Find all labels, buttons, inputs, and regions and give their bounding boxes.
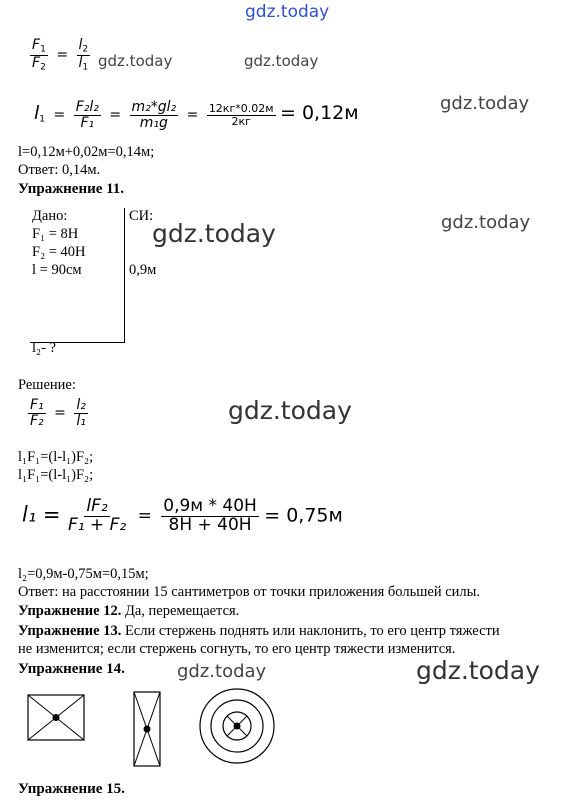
exercise-13: Упражнение 13. Если стержень поднять или наклонить, то его центр тяжести <box>18 623 500 639</box>
lever-formula: $l_1$ = $\frac{\text{F₂l₂}}{\text{F₁}}$ = $\frac{\text{m₂*gl₂}}{\text{m₁g}}$ = $\frac{12кг*0.02м}{2кг}$ = 0,12м <box>34 99 359 131</box>
find-label: l₂- ? <box>32 340 56 356</box>
ratio-formula: $\frac{\text{F₁}}{\text{F₂}}$ = $\frac{\text{l₂}}{\text{l₁}}$ <box>30 397 86 429</box>
solution-label: Решение: <box>18 377 76 393</box>
given-value: l = 90см <box>32 262 82 278</box>
watermark-top: gdz.today <box>245 2 330 22</box>
result-formula: l₁ = $\frac{\text{lF₂}}{\text{F₁ + F₂}}$ = $\frac{0,9м * 40Н}{8Н + 40Н}$ = 0,75м <box>22 496 343 535</box>
exercise-13-cont: не изменится; если стержень согнуть, то его центр тяжести изменится. <box>18 641 456 657</box>
si-value: 0,9м <box>129 262 157 278</box>
equation-line: l₁F₁=(l-l₁)F₂; <box>18 467 94 483</box>
calc-line: l₂=0,9м-0,75м=0,15м; <box>18 566 149 582</box>
given-value: F₁ = 8Н <box>32 226 79 242</box>
rectangle-figure <box>134 692 160 766</box>
watermark: gdz.today <box>152 219 276 248</box>
watermark: gdz.today <box>177 661 267 682</box>
exercise-14-title: Упражнение 14. <box>18 661 125 677</box>
watermark: gdz.today <box>98 52 173 70</box>
exercise-11-title: Упражнение 11. <box>18 181 125 197</box>
si-label: СИ: <box>129 208 154 224</box>
answer-line: Ответ: на расстоянии 15 сантиметров от точки приложения большей силы. <box>18 584 480 600</box>
ring-figure <box>200 689 274 763</box>
calc-line: l=0,12м+0,02м=0,14м; <box>18 144 155 160</box>
given-label: Дано: <box>32 208 68 224</box>
center-of-mass-figures <box>24 685 374 775</box>
answer-line: Ответ: 0,14м. <box>18 162 101 178</box>
exercise-12: Упражнение 12. Да, перемещается. <box>18 603 240 619</box>
equation-line: l₁F₁=(l-l₁)F₂; <box>18 449 94 465</box>
ratio-formula: $\frac{F_1}{F_2}$ = $\frac{l_2}{l_1}$ <box>32 37 89 73</box>
exercise-15-title: Упражнение 15. <box>18 781 125 797</box>
watermark: gdz.today <box>244 52 319 70</box>
watermark: gdz.today <box>440 93 530 114</box>
watermark: gdz.today <box>441 212 531 233</box>
watermark: gdz.today <box>228 396 352 425</box>
given-value: F₂ = 40Н <box>32 244 86 260</box>
watermark: gdz.today <box>416 656 540 685</box>
square-figure <box>28 695 84 740</box>
